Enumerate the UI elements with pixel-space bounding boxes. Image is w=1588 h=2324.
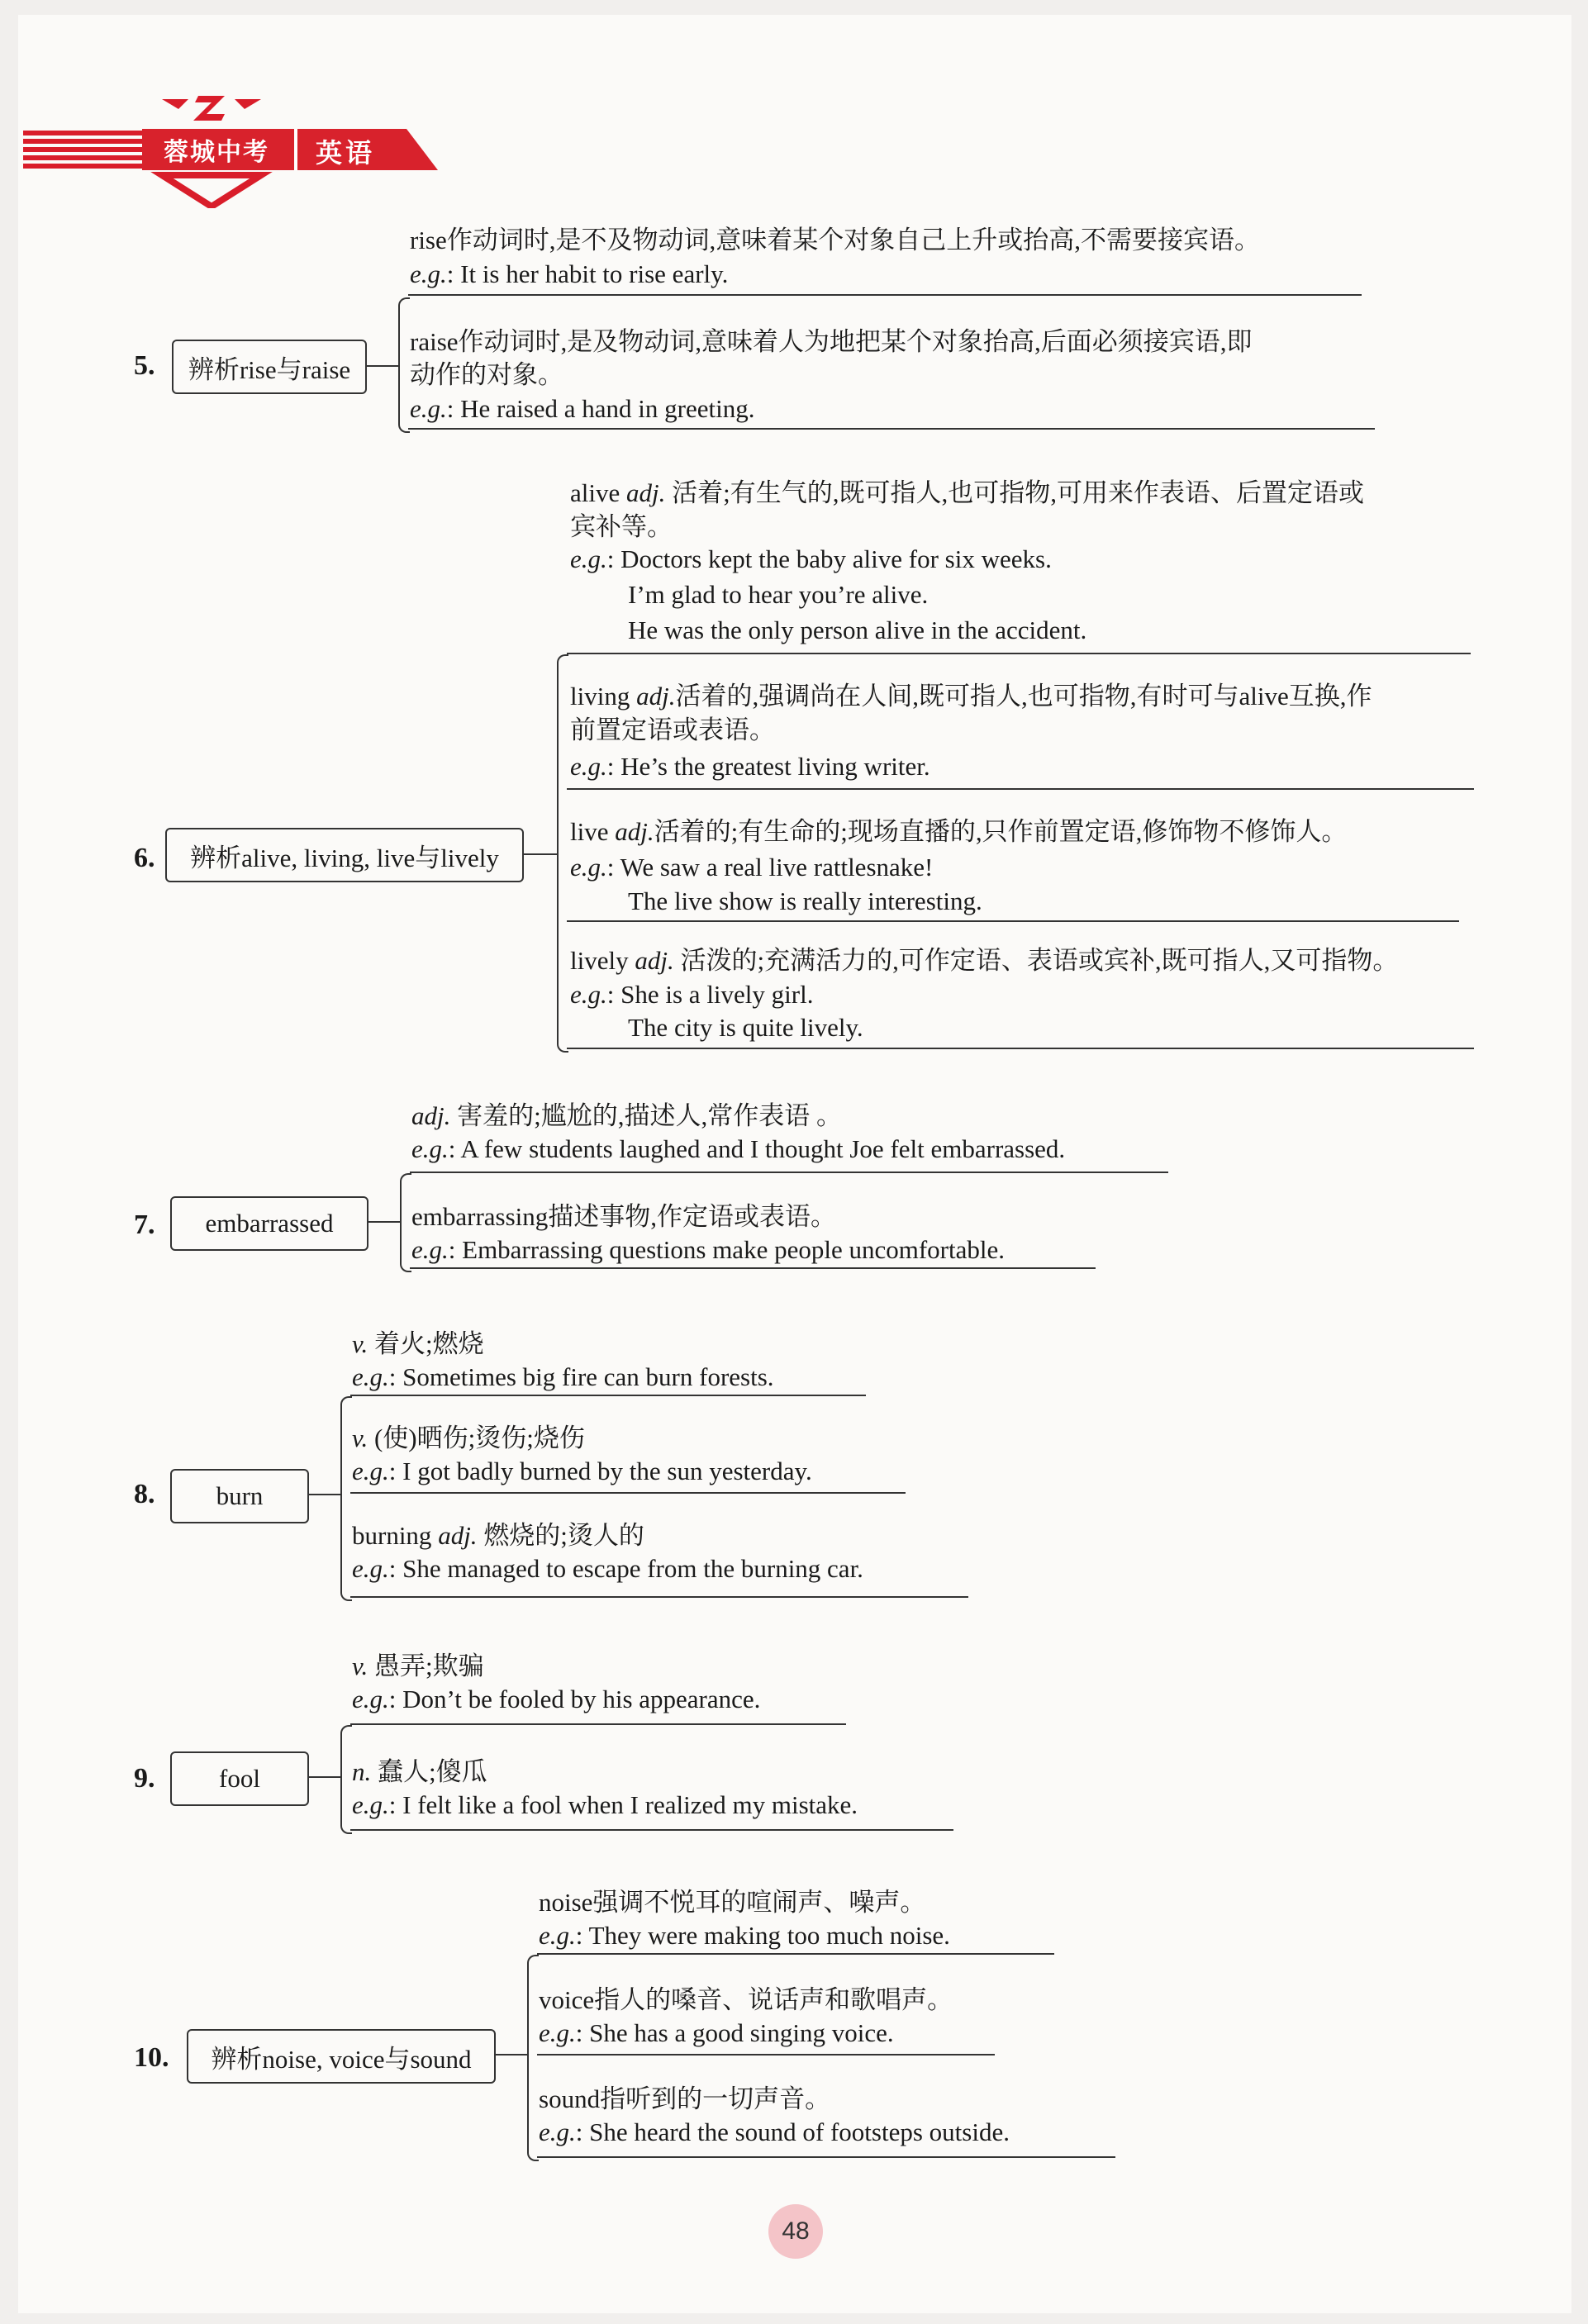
example-line: e.g.: It is her habit to rise early. [410,259,729,288]
example-line: e.g.: Embarrassing questions make people uncomfortable. [411,1235,1005,1264]
topic-box: burn [170,1469,309,1523]
logo-text: 蓉城中考 [142,129,291,170]
def-line: embarrassing描述事物,作定语或表语。 [411,1202,837,1231]
subject-tab [291,129,438,170]
def-line: noise强调不悦耳的喧闹声、噪声。 [539,1888,926,1917]
item-number: 5. [134,350,155,381]
topic-box: 辨析rise与raise [172,340,367,394]
example-line: e.g.: She is a lively girl. [570,980,814,1009]
def-line: living adj.活着的,强调尚在人间,既可指人,也可指物,有时可与alive互换,作 [570,682,1372,711]
def-line: lively adj. 活泼的;充满活力的,可作定语、表语或宾补,既可指人,又可指物。 [570,946,1399,975]
topic-box: embarrassed [170,1196,368,1251]
topic-box: 辨析noise, voice与sound [187,2029,496,2084]
def-line: v. (使)晒伤;烫伤;烧伤 [352,1423,585,1452]
example-line: The city is quite lively. [628,1013,863,1042]
topic-box: 辨析alive, living, live与lively [165,828,524,882]
def-line: 动作的对象。 [410,360,563,389]
example-line: e.g.: He raised a hand in greeting. [410,394,755,423]
item-number: 6. [134,843,155,873]
example-line: The live show is really interesting. [628,886,982,915]
def-line: live adj.活着的;有生命的;现场直播的,只作前置定语,修饰物不修饰人。 [570,817,1348,846]
example-line: e.g.: Sometimes big fire can burn forests. [352,1362,774,1391]
page-number: 48 [768,2204,823,2259]
example-line: e.g.: A few students laughed and I thought Joe felt embarrassed. [411,1134,1066,1163]
def-line: alive adj. 活着;有生气的,既可指人,也可指物,可用来作表语、后置定语或 [570,478,1364,507]
example-line: e.g.: I got badly burned by the sun yesterday. [352,1457,812,1485]
def-line: 前置定语或表语。 [570,715,775,744]
def-line: adj. 害羞的;尴尬的,描述人,常作表语 。 [411,1101,842,1130]
def-line: v. 愚弄;欺骗 [352,1652,484,1680]
def-line: 宾补等。 [570,512,673,541]
item-number: 9. [134,1763,155,1794]
example-line: e.g.: I felt like a fool when I realized my mistake. [352,1790,858,1819]
def-line: burning adj. 燃烧的;烫人的 [352,1521,644,1550]
subject-label: 英语 [316,137,376,169]
example-line: e.g.: She has a good singing voice. [539,2018,894,2047]
example-line: e.g.: We saw a real live rattlesnake! [570,853,934,882]
item-number: 8. [134,1479,155,1509]
item-number: 10. [134,2042,169,2073]
item-number: 7. [134,1210,155,1240]
example-line: e.g.: He’s the greatest living writer. [570,752,930,781]
def-line: rise作动词时,是不及物动词,意味着某个对象自己上升或抬高,不需要接宾语。 [410,226,1261,254]
example-line: e.g.: She heard the sound of footsteps outside. [539,2117,1010,2146]
def-line: n. 蠢人;傻瓜 [352,1757,487,1786]
example-line: e.g.: Doctors kept the baby alive for six weeks. [570,544,1052,573]
def-line: raise作动词时,是及物动词,意味着人为地把某个对象抬高,后面必须接宾语,即 [410,327,1253,356]
example-line: I’m glad to hear you’re alive. [628,580,929,609]
def-line: sound指听到的一切声音。 [539,2084,831,2113]
def-line: v. 着火;燃烧 [352,1329,484,1358]
example-line: e.g.: She managed to escape from the burning car. [352,1554,863,1583]
def-line: voice指人的嗓音、说话声和歌唱声。 [539,1985,953,2014]
example-line: He was the only person alive in the accident. [628,615,1087,644]
example-line: e.g.: Don’t be fooled by his appearance. [352,1685,761,1713]
example-line: e.g.: They were making too much noise. [539,1921,950,1950]
topic-box: fool [170,1751,309,1806]
